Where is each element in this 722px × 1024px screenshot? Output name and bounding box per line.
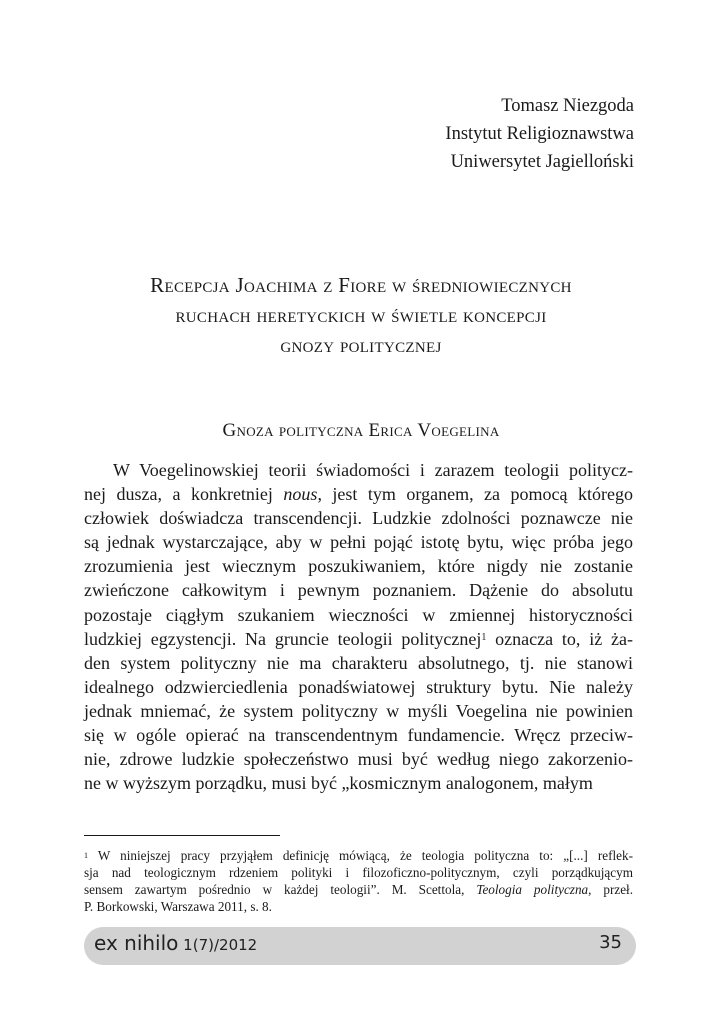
body-text-segment: oznacza to, iż ża- (486, 628, 633, 649)
body-text-segment: nej dusza, a konkretniej (84, 484, 284, 505)
body-line: zrozumienia jest wiecznym poszukiwaniem, które nigdy nie zostanie (84, 556, 633, 577)
journal-title: ex nihilo (94, 931, 179, 955)
journal-name (94, 931, 257, 955)
title-line-3: gnozy politycznej (280, 333, 442, 357)
footnote-divider (84, 835, 280, 836)
footnote-text: sensem zawartym pośrednio w każdej teologii”. M. Scettola, (84, 882, 477, 897)
article-title (60, 270, 662, 360)
page-number: 35 (599, 932, 622, 953)
footnote-line (84, 881, 633, 898)
footnote (84, 847, 633, 915)
author-block (445, 92, 634, 176)
body-line: człowiek doświadcza transcendencji. Ludzkie zdolności poznawcze nie (84, 508, 633, 529)
title-line-1: Recepcja Joachima z Fiore w średniowiecznych (150, 273, 572, 297)
journal-issue: 1(7)/2012 (178, 936, 258, 954)
footnote-reference: 1 (481, 631, 487, 643)
body-text-segment: ludzkiej egzystencji. Na gruncie teologii politycznej (84, 628, 482, 649)
body-line: są jednak wystarczające, aby w pełni pojąć istotę bytu, więc próba jego (84, 532, 633, 553)
body-line (84, 482, 633, 506)
author-university: Uniwersytet Jagielloński (450, 152, 634, 172)
body-line: ne w wyższym porządku, musi być „kosmicznym analogonem, małym (84, 773, 593, 794)
section-heading: Gnoza polityczna Erica Voegelina (222, 420, 500, 441)
footnote-line (84, 847, 633, 864)
body-line: zwieńczone całkowitym i pewnym poznaniem. Dążenie do absolutu (84, 580, 633, 601)
body-line: W Voegelinowskiej teorii świadomości i zarazem teologii politycz- (113, 460, 633, 480)
footnote-line: sja nad teologicznym rdzeniem polityki i filozoficzno-politycznym, czyli porządkującym (84, 865, 633, 880)
body-line: den system polityczny nie ma charakteru absolutnego, tj. nie stanowi (84, 652, 633, 673)
footnote-text: , przeł. (588, 882, 634, 897)
body-line: nie, zdrowe ludzkie społeczeństwo musi być według niego zakorzenio- (84, 749, 633, 770)
cited-title: Teologia polityczna (476, 882, 589, 897)
author-name: Tomasz Niezgoda (501, 96, 634, 116)
body-line: pozostaje ciągłym szukaniem wieczności w zmiennej historyczności (84, 604, 633, 625)
author-institute: Instytut Religioznawstwa (445, 124, 634, 144)
footnote-line: P. Borkowski, Warszawa 2011, s. 8. (84, 899, 272, 914)
emphasis-nous: nous (283, 484, 318, 505)
title-line-2: ruchach heretyckich w świetle koncepcji (175, 303, 547, 327)
body-line: idealnego odzwierciedlenia ponadświatowej struktury bytu. Nie należy (84, 676, 633, 697)
page-footer (84, 927, 636, 965)
footnote-marker: 1 (84, 851, 88, 860)
body-text-segment: , jest tym organem, za pomocą którego (317, 484, 633, 505)
body-text (84, 458, 633, 795)
body-line (84, 627, 633, 651)
body-line: jednak mniemać, że system polityczny w myśli Voegelina nie powinien (84, 700, 633, 721)
footnote-text: W niniejszej pracy przyjąłem definicję mówiącą, że teologia polityczna to: „[...] reflek- (88, 848, 633, 863)
body-line: się w ogóle opierać na transcendentnym fundamencie. Wręcz przeciw- (84, 725, 633, 746)
